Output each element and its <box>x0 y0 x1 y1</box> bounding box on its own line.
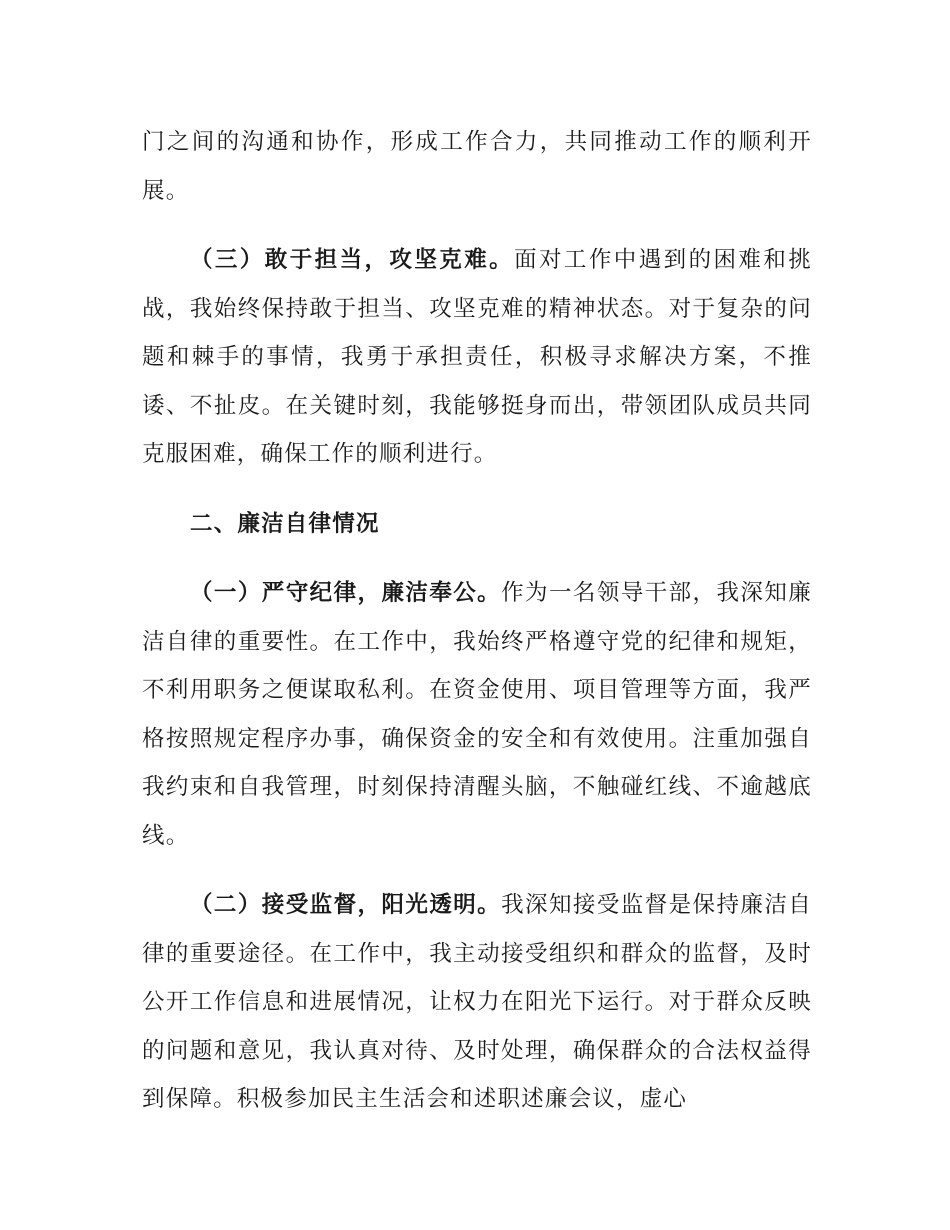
paragraph-lead-heading: （一）严守纪律，廉洁奉公。 <box>190 580 502 606</box>
paragraph-lead-heading: （二）接受监督，阳光透明。 <box>190 892 502 918</box>
paragraph-body-text: 作为一名领导干部，我深知廉洁自律的重要性。在工作中，我始终严格遵守党的纪律和规矩，不利用职务之便谋取私利。在资金使用、项目管理等方面，我严格按照规定程序办事，确保资金的安全和有效使用。注重加强自我约束和自我管理，时刻保持清醒头脑，不触碰红线、不逾越底线。 <box>142 580 812 849</box>
paragraph-dare-to-take-responsibility <box>142 236 812 479</box>
paragraph-lead-heading: （三）敢于担当，攻坚克难。 <box>190 247 515 273</box>
paragraph-body-text: 面对工作中遇到的困难和挑战，我始终保持敢于担当、攻坚克难的精神状态。对于复杂的问题和棘手的事情，我勇于承担责任，积极寻求解决方案，不推诿、不扯皮。在关键时刻，我能够挺身而出，带领团队成员共同克服困难，确保工作的顺利进行。 <box>142 247 812 467</box>
section-heading-integrity: 二、廉洁自律情况 <box>190 510 380 537</box>
paragraph-accept-supervision <box>142 881 812 1124</box>
document-body <box>142 118 812 1124</box>
paragraph-strict-discipline <box>142 569 812 860</box>
continuation-paragraph-text: 门之间的沟通和协作，形成工作合力，共同推动工作的顺利开展。 <box>142 129 812 204</box>
continuation-paragraph <box>142 118 812 215</box>
paragraph-body-text: 我深知接受监督是保持廉洁自律的重要途径。在工作中，我主动接受组织和群众的监督，及时公开工作信息和进展情况，让权力在阳光下运行。对于群众反映的问题和意见，我认真对待、及时处理，确保群众的合法权益得到保障。积极参加民主生活会和述职述廉会议，虚心 <box>142 892 812 1112</box>
